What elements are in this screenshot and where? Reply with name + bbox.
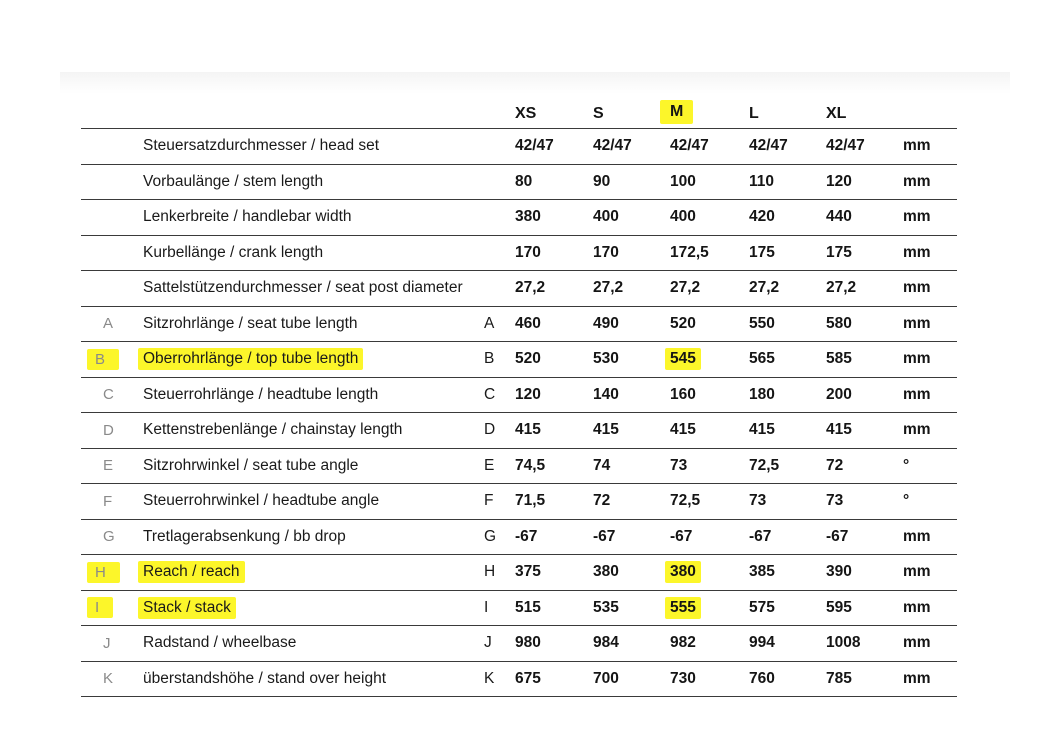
row-label-cell	[143, 520, 346, 555]
row-label: Steuersatzdurchmesser / head set	[143, 137, 380, 155]
value-cell	[749, 413, 775, 448]
row-label: Sitzrohrwinkel / seat tube angle	[143, 456, 359, 474]
value-cell	[826, 626, 860, 661]
value-cell	[826, 307, 852, 342]
value-cell	[749, 520, 771, 555]
value-m: 415	[670, 421, 696, 439]
value-cell	[670, 236, 709, 271]
row-unit: mm	[903, 669, 931, 687]
value-cell	[670, 484, 700, 519]
value-cell	[670, 342, 701, 377]
value-m: 982	[670, 634, 696, 652]
unit-cell	[903, 129, 931, 164]
value-cell	[749, 378, 775, 413]
row-key-cell	[95, 555, 120, 590]
row-code-cell	[484, 449, 494, 484]
value-cell	[593, 484, 610, 519]
row-code: G	[484, 527, 497, 545]
row-key: E	[103, 457, 114, 475]
row-unit: mm	[903, 208, 931, 226]
value-xs: 71,5	[515, 492, 546, 510]
unit-cell	[903, 662, 931, 697]
row-key: D	[103, 421, 114, 439]
value-cell	[515, 236, 541, 271]
row-unit: °	[903, 492, 910, 510]
value-m: 380	[665, 561, 701, 583]
row-key: G	[103, 528, 115, 546]
value-cell	[826, 449, 843, 484]
value-cell	[749, 591, 775, 626]
value-cell	[749, 342, 775, 377]
value-cell	[515, 342, 541, 377]
value-s: 27,2	[593, 279, 624, 297]
row-label-cell	[143, 236, 323, 271]
table-row	[81, 200, 957, 236]
value-s: 490	[593, 314, 619, 332]
value-m: 730	[670, 669, 696, 687]
row-label-cell	[143, 626, 296, 661]
value-cell	[593, 378, 619, 413]
value-l: 994	[749, 634, 775, 652]
value-cell	[593, 165, 610, 200]
value-s: 42/47	[593, 137, 632, 155]
row-key: I	[87, 597, 113, 618]
value-l: 420	[749, 208, 775, 226]
row-code-cell	[484, 555, 495, 590]
value-m: 160	[670, 385, 696, 403]
value-cell	[515, 626, 541, 661]
value-s: -67	[593, 527, 616, 545]
value-cell	[515, 200, 541, 235]
row-label-cell	[143, 591, 236, 626]
value-m: 172,5	[670, 243, 709, 261]
value-xs: -67	[515, 527, 538, 545]
value-xs: 120	[515, 385, 541, 403]
value-cell	[593, 520, 615, 555]
value-xl: 175	[826, 243, 852, 261]
value-cell	[670, 165, 696, 200]
row-code-cell	[484, 484, 493, 519]
value-cell	[749, 271, 779, 306]
value-xs: 27,2	[515, 279, 546, 297]
row-code-cell	[484, 307, 494, 342]
value-xs: 460	[515, 314, 541, 332]
row-code: H	[484, 563, 496, 581]
value-l: 73	[749, 492, 767, 510]
value-cell	[593, 626, 619, 661]
value-cell	[515, 378, 541, 413]
row-label: Kurbellänge / crank length	[143, 243, 324, 261]
row-label: Stack / stack	[138, 597, 236, 619]
size-label-m: M	[660, 100, 693, 124]
row-code: K	[484, 669, 495, 687]
row-label-cell	[143, 342, 363, 377]
size-label-s: S	[593, 105, 604, 122]
row-key: B	[87, 349, 119, 370]
value-cell	[670, 662, 696, 697]
value-cell	[826, 129, 865, 164]
row-unit: mm	[903, 314, 931, 332]
row-key-cell	[103, 662, 113, 697]
value-s: 415	[593, 421, 619, 439]
value-xl: 580	[826, 314, 852, 332]
value-s: 90	[593, 172, 611, 190]
row-unit: mm	[903, 527, 931, 545]
value-cell	[593, 662, 619, 697]
table-row	[81, 342, 957, 378]
value-xl: 1008	[826, 634, 861, 652]
unit-cell	[903, 200, 931, 235]
value-xs: 42/47	[515, 137, 554, 155]
unit-cell	[903, 520, 931, 555]
row-key-cell	[103, 626, 111, 661]
row-key: F	[103, 492, 113, 510]
value-cell	[749, 484, 766, 519]
row-unit: mm	[903, 634, 931, 652]
row-unit: mm	[903, 598, 931, 616]
value-s: 380	[593, 563, 619, 581]
row-unit: mm	[903, 279, 931, 297]
size-header-row	[81, 96, 957, 129]
row-code-cell	[484, 342, 494, 377]
value-cell	[670, 413, 696, 448]
row-code: B	[484, 350, 495, 368]
value-m: 555	[665, 597, 701, 619]
value-l: 575	[749, 598, 775, 616]
table-row	[81, 555, 957, 591]
value-xl: 785	[826, 669, 852, 687]
value-cell	[826, 342, 852, 377]
size-label-l: L	[749, 105, 759, 122]
value-cell	[515, 129, 554, 164]
row-label-cell	[143, 449, 358, 484]
row-label-cell	[143, 555, 245, 590]
value-xs: 515	[515, 598, 541, 616]
row-key-cell	[103, 520, 115, 555]
row-unit: °	[903, 456, 910, 474]
value-cell	[515, 449, 545, 484]
row-key: J	[103, 634, 111, 652]
unit-cell	[903, 591, 931, 626]
row-unit: mm	[903, 563, 931, 581]
row-code-cell	[484, 626, 492, 661]
unit-cell	[903, 449, 909, 484]
row-key-cell	[103, 484, 112, 519]
unit-cell	[903, 165, 931, 200]
unit-cell	[903, 236, 931, 271]
value-xl: 585	[826, 350, 852, 368]
value-xs: 520	[515, 350, 541, 368]
value-cell	[749, 236, 775, 271]
row-label: Reach / reach	[138, 561, 245, 583]
value-xs: 170	[515, 243, 541, 261]
row-unit: mm	[903, 243, 931, 261]
value-l: 565	[749, 350, 775, 368]
value-cell	[515, 662, 541, 697]
value-cell	[749, 555, 775, 590]
value-cell	[826, 413, 852, 448]
value-cell	[670, 271, 700, 306]
table-row	[81, 591, 957, 627]
row-label-cell	[143, 200, 352, 235]
row-label-cell	[143, 662, 386, 697]
row-label: Vorbaulänge / stem length	[143, 172, 324, 190]
row-label: Sitzrohrlänge / seat tube length	[143, 314, 358, 332]
value-xs: 74,5	[515, 456, 546, 474]
value-xl: 72	[826, 456, 844, 474]
size-header-cell	[826, 96, 846, 128]
value-m: 545	[665, 348, 701, 370]
row-label: Kettenstrebenlänge / chainstay length	[143, 421, 403, 439]
value-m: 27,2	[670, 279, 701, 297]
row-unit: mm	[903, 421, 931, 439]
row-label-cell	[143, 484, 379, 519]
row-code: D	[484, 421, 496, 439]
unit-cell	[903, 307, 931, 342]
value-cell	[593, 449, 610, 484]
value-l: 72,5	[749, 456, 780, 474]
value-cell	[826, 378, 852, 413]
table-row	[81, 307, 957, 343]
value-m: 100	[670, 172, 696, 190]
table-row	[81, 236, 957, 272]
unit-cell	[903, 413, 931, 448]
value-cell	[670, 449, 687, 484]
value-cell	[670, 626, 696, 661]
row-key: K	[103, 670, 114, 688]
unit-cell	[903, 626, 931, 661]
value-cell	[749, 662, 775, 697]
row-key: A	[103, 315, 114, 333]
row-label: Radstand / wheelbase	[143, 634, 297, 652]
row-label-cell	[143, 413, 402, 448]
row-code: E	[484, 456, 495, 474]
size-label-xl: XL	[826, 105, 847, 122]
value-l: 550	[749, 314, 775, 332]
row-label-cell	[143, 378, 378, 413]
value-cell	[826, 484, 843, 519]
table-row	[81, 449, 957, 485]
row-code-cell	[484, 520, 496, 555]
table-row	[81, 662, 957, 698]
value-xl: 200	[826, 385, 852, 403]
table-row	[81, 626, 957, 662]
value-l: 42/47	[749, 137, 788, 155]
value-cell	[515, 555, 541, 590]
value-l: 180	[749, 385, 775, 403]
value-cell	[515, 165, 532, 200]
value-cell	[515, 591, 541, 626]
page-top-shading	[60, 72, 1010, 94]
value-cell	[826, 200, 852, 235]
value-xs: 375	[515, 563, 541, 581]
row-code-cell	[484, 378, 495, 413]
value-cell	[749, 129, 788, 164]
value-cell	[593, 342, 619, 377]
value-xl: 27,2	[826, 279, 857, 297]
value-xl: 390	[826, 563, 852, 581]
value-cell	[593, 129, 632, 164]
value-l: 175	[749, 243, 775, 261]
value-cell	[826, 236, 852, 271]
value-cell	[593, 236, 619, 271]
row-key-cell	[103, 449, 113, 484]
geometry-table	[81, 96, 957, 697]
value-cell	[670, 555, 701, 590]
size-label-xs: XS	[515, 105, 537, 122]
value-cell	[515, 484, 545, 519]
row-code: J	[484, 634, 492, 652]
value-cell	[593, 555, 619, 590]
row-code-cell	[484, 413, 495, 448]
value-s: 140	[593, 385, 619, 403]
value-cell	[749, 449, 779, 484]
value-s: 400	[593, 208, 619, 226]
value-cell	[670, 520, 692, 555]
value-cell	[593, 271, 623, 306]
value-xl: -67	[826, 527, 849, 545]
value-l: 110	[749, 172, 775, 190]
value-xl: 595	[826, 598, 852, 616]
value-cell	[670, 200, 696, 235]
value-xl: 120	[826, 172, 852, 190]
row-label: Sattelstützendurchmesser / seat post diameter	[143, 279, 463, 297]
value-l: -67	[749, 527, 772, 545]
size-header-cell	[670, 96, 693, 128]
value-l: 27,2	[749, 279, 780, 297]
row-code: F	[484, 492, 494, 510]
value-s: 700	[593, 669, 619, 687]
value-cell	[593, 200, 619, 235]
value-cell	[593, 413, 619, 448]
value-cell	[593, 307, 619, 342]
value-cell	[515, 271, 545, 306]
table-row	[81, 271, 957, 307]
row-label-cell	[143, 165, 323, 200]
value-s: 530	[593, 350, 619, 368]
value-l: 760	[749, 669, 775, 687]
row-key-cell	[103, 307, 113, 342]
value-m: 400	[670, 208, 696, 226]
value-m: 72,5	[670, 492, 701, 510]
value-cell	[826, 165, 852, 200]
value-m: -67	[670, 527, 693, 545]
value-xl: 415	[826, 421, 852, 439]
value-cell	[749, 626, 775, 661]
value-xl: 440	[826, 208, 852, 226]
value-cell	[670, 307, 696, 342]
unit-cell	[903, 271, 931, 306]
row-key-cell	[103, 378, 114, 413]
table-row	[81, 484, 957, 520]
value-xs: 80	[515, 172, 533, 190]
row-label-cell	[143, 129, 379, 164]
size-header-cell	[749, 96, 759, 128]
value-cell	[515, 307, 541, 342]
row-key-cell	[95, 591, 113, 626]
value-cell	[826, 520, 848, 555]
row-code: C	[484, 385, 496, 403]
row-unit: mm	[903, 350, 931, 368]
value-xs: 980	[515, 634, 541, 652]
row-code-cell	[484, 662, 494, 697]
value-cell	[515, 520, 537, 555]
value-s: 535	[593, 598, 619, 616]
value-cell	[593, 591, 619, 626]
row-code-cell	[484, 591, 488, 626]
row-code: I	[484, 598, 489, 616]
unit-cell	[903, 484, 909, 519]
row-key-cell	[95, 342, 119, 377]
value-cell	[826, 271, 856, 306]
row-label: Oberrohrlänge / top tube length	[138, 348, 363, 370]
value-cell	[670, 129, 709, 164]
value-cell	[826, 662, 852, 697]
row-unit: mm	[903, 172, 931, 190]
value-m: 73	[670, 456, 688, 474]
value-xs: 675	[515, 669, 541, 687]
value-cell	[515, 413, 541, 448]
value-xs: 380	[515, 208, 541, 226]
value-cell	[670, 591, 701, 626]
value-cell	[826, 555, 852, 590]
table-row	[81, 413, 957, 449]
table-row	[81, 165, 957, 201]
row-unit: mm	[903, 385, 931, 403]
value-xl: 42/47	[826, 137, 865, 155]
value-l: 415	[749, 421, 775, 439]
row-unit: mm	[903, 137, 931, 155]
table-row	[81, 378, 957, 414]
value-xl: 73	[826, 492, 844, 510]
row-label-cell	[143, 307, 358, 342]
value-cell	[749, 165, 774, 200]
value-cell	[749, 307, 775, 342]
value-s: 72	[593, 492, 611, 510]
row-label: überstandshöhe / stand over height	[143, 669, 387, 687]
row-label-cell	[143, 271, 463, 306]
value-xs: 415	[515, 421, 541, 439]
value-l: 385	[749, 563, 775, 581]
value-m: 520	[670, 314, 696, 332]
row-key: H	[87, 562, 120, 583]
row-label: Steuerrohrlänge / headtube length	[143, 385, 379, 403]
row-code: A	[484, 314, 495, 332]
row-key-cell	[103, 413, 114, 448]
unit-cell	[903, 342, 931, 377]
row-key: C	[103, 386, 114, 404]
value-cell	[826, 591, 852, 626]
table-row	[81, 129, 957, 165]
row-label: Lenkerbreite / handlebar width	[143, 208, 352, 226]
size-header-cell	[593, 96, 604, 128]
value-s: 74	[593, 456, 611, 474]
unit-cell	[903, 555, 931, 590]
unit-cell	[903, 378, 931, 413]
value-cell	[749, 200, 775, 235]
value-cell	[670, 378, 696, 413]
size-header-cell	[515, 96, 536, 128]
value-s: 170	[593, 243, 619, 261]
value-m: 42/47	[670, 137, 709, 155]
row-label: Tretlagerabsenkung / bb drop	[143, 527, 346, 545]
table-row	[81, 520, 957, 556]
row-label: Steuerrohrwinkel / headtube angle	[143, 492, 380, 510]
value-s: 984	[593, 634, 619, 652]
